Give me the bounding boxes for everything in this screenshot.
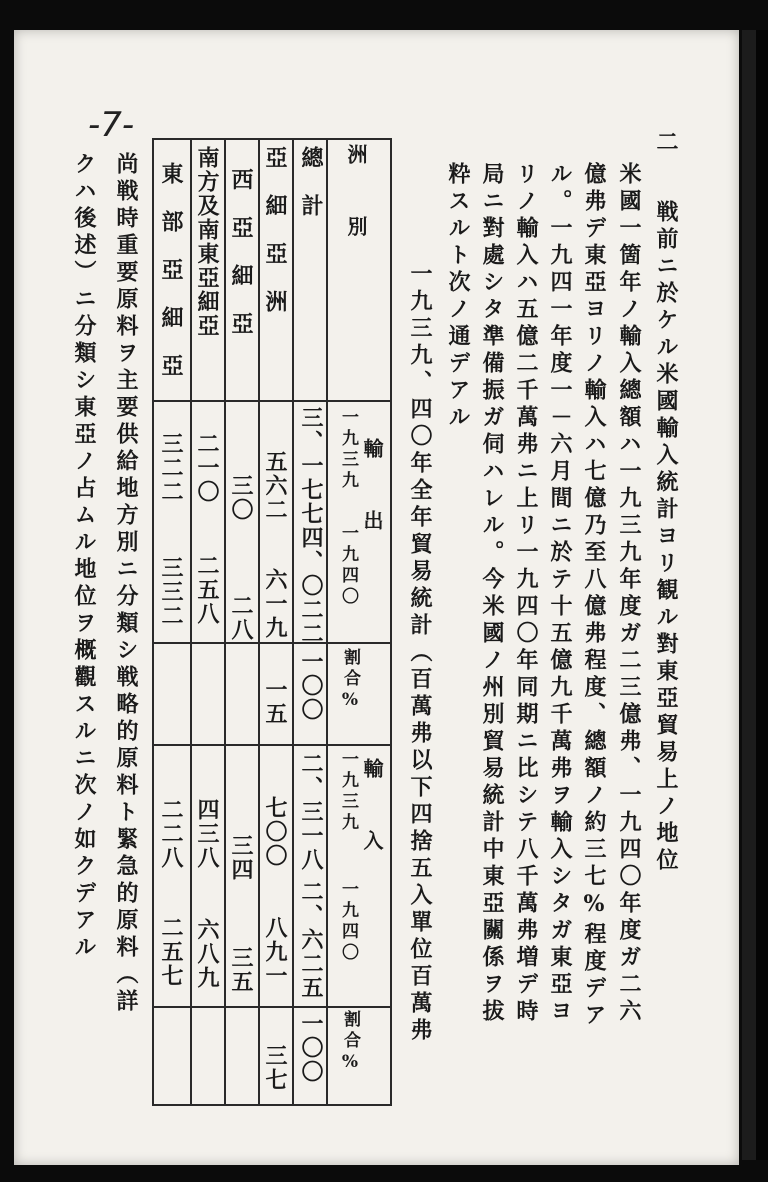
ratio-export: 割合% [340,648,360,714]
section-number: 二 [653,130,679,157]
cell: 二八 [228,594,254,642]
closing-line: 尚戦時重要原料ヲ主要供給地方別ニ分類シ戦略的原料ト緊急的原料（詳 [113,152,139,1016]
row-label: 東 部 亞 細 亞 [158,162,184,378]
trade-table [152,138,392,1113]
section-heading: 戦前ニ於ケル米國輸入統計ヨリ観ル對東亞貿易上ノ地位 [653,200,679,875]
cell: 八九一 [262,916,288,988]
header-import: 輸 入 [360,758,384,854]
cell: 五六二 [262,450,288,522]
cell: 一〇〇 [298,1012,324,1084]
header-region: 洲 別 [344,144,368,240]
cell: 一〇〇 [298,650,324,722]
row-label: 總 計 [298,146,324,218]
paragraph-line: 粋スルト次ノ通デアル [445,162,471,432]
header-export: 輸 出 [360,438,384,534]
paragraph-line: 億弗デ東亞ヨリノ輸入ハ七億乃至八億弗程度、總額ノ約三七%程度デア [581,162,607,1030]
cell: 六一九 [262,568,288,640]
cell: 二五七 [158,916,184,988]
ratio-import: 割合% [340,1010,360,1076]
year-1940-export: 一九四〇 [338,524,358,608]
closing-line: クハ後述）ニ分類シ東亞ノ占ムル地位ヲ概觀スルニ次ノ如クデアル [71,152,97,962]
cell: 三〇 [228,474,254,522]
year-1940-import: 一九四〇 [338,880,358,964]
cell: 七〇〇 [262,796,288,868]
page-number: -7- [88,105,135,145]
row-label: 西 亞 細 亞 [228,168,254,336]
paragraph-line: 米國一箇年ノ輸入總額ハ一九三九年度ガ二三億弗、一九四〇年度ガ二六 [616,162,642,1026]
cell: 一五 [262,678,288,726]
year-1939-import: 一九三九 [338,750,358,834]
cell: 四、〇二二 [298,526,324,646]
cell: 三五 [228,946,254,994]
paragraph-line: リノ輸入ハ五億二千萬弗ニ上リ一九四〇年同期ニ比シテ八千萬弗増デ時 [513,162,539,1026]
cell: 二一〇 [194,432,220,504]
book-edge [742,30,756,1160]
cell: 二、六二五 [298,880,324,1000]
cell: 六八九 [194,918,220,990]
cell: 三、一七七 [298,406,324,526]
cell: 四三八 [194,798,220,870]
row-label: 亞 細 亞 洲 [262,146,288,314]
table-caption: 一九三九、四〇年全年貿易統計（百萬弗以下四捨五入單位百萬弗 [407,262,433,1045]
cell: 二二八 [158,798,184,870]
paragraph-line: 局ニ對處シタ準備振ガ伺ハレル。今米國ノ州別貿易統計中東亞關係ヲ拔 [479,162,505,1026]
cell: 三四 [228,834,254,882]
cell: 三七 [262,1044,288,1092]
scan-border [756,30,768,1160]
paragraph-line: ル。一九四一年度一－六月間ニ於テ十五億九千萬弗ヲ輸入シタガ東亞ヨ [547,162,573,1026]
cell: 二五八 [194,554,220,626]
cell: 三二二 [158,432,184,504]
row-label: 南方及南東亞細亞 [194,146,220,338]
cell: 二、三一八 [298,752,324,872]
cell: 三三二 [158,556,184,628]
year-1939-export: 一九三九 [338,408,358,492]
